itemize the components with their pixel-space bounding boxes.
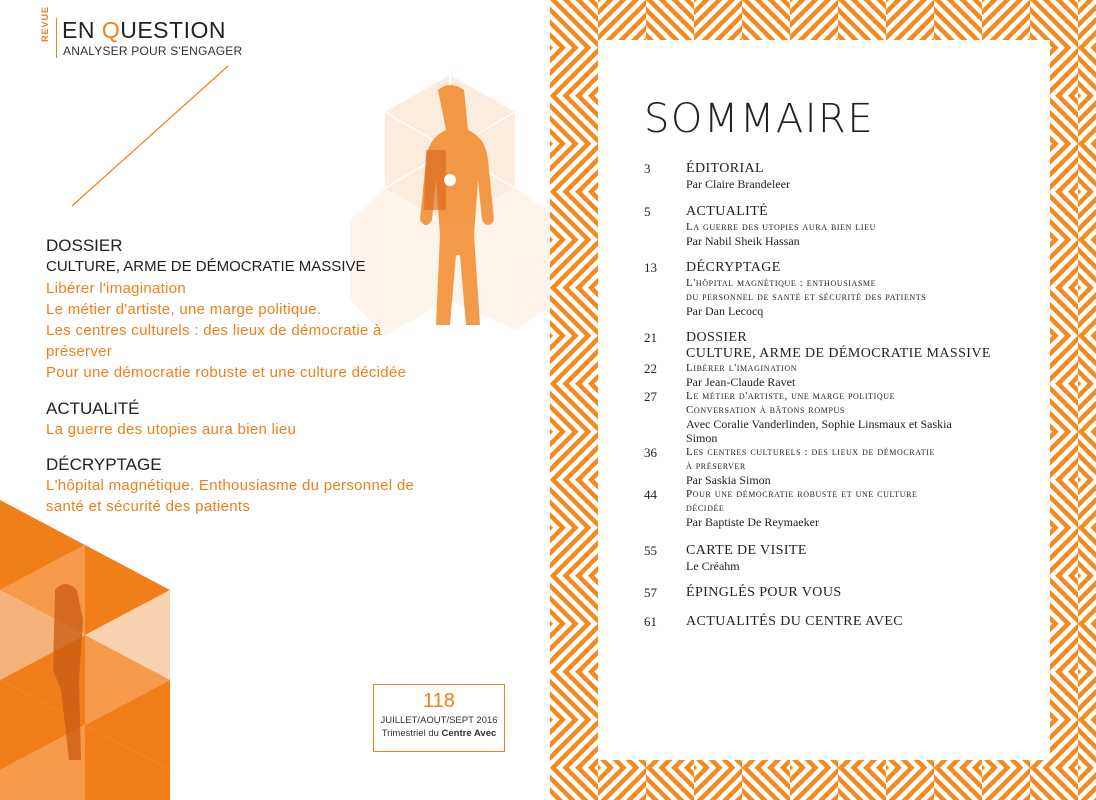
toc-article-title: décidée: [686, 502, 725, 514]
magazine-title: EN QUESTION: [62, 17, 226, 43]
toc-article-title: L'hôpital magnétique : enthousiasme: [686, 277, 877, 289]
toc-page-number: 3: [644, 161, 651, 176]
toc-page-number: 57: [644, 585, 657, 600]
toc-page-number: 61: [644, 614, 657, 629]
actualite-label: ACTUALITÉ: [46, 399, 140, 418]
toc-heading: CARTE DE VISITE: [686, 543, 807, 558]
toc-page-number: 5: [644, 204, 651, 219]
issue-number: 118: [423, 690, 455, 712]
revue-label: REVUE: [40, 5, 50, 42]
toc-page-number: 21: [644, 330, 657, 345]
toc-author: Par Baptiste De Reymaeker: [686, 515, 819, 529]
hexagon-triangles-artwork: [0, 500, 180, 800]
toc-author: Par Claire Brandeleer: [686, 177, 790, 191]
issue-publisher: Trimestriel du Centre Avec: [381, 728, 497, 739]
decryptage-item: L'hôpital magnétique. Enthousiasme du personnel de: [46, 477, 415, 494]
magazine-tagline: ANALYSER POUR S'ENGAGER: [63, 44, 243, 58]
toc-heading: ÉDITORIAL: [686, 161, 764, 176]
toc-page-number: 55: [644, 543, 657, 558]
toc-heading: ACTUALITÉ: [686, 204, 769, 219]
toc-article-title: Le métier d'artiste, une marge politique: [686, 390, 896, 402]
toc-article-title: Les centres culturels : des lieux de démocratie: [686, 446, 935, 458]
dossier-title: CULTURE, ARME DE DÉMOCRATIE MASSIVE: [46, 258, 366, 275]
toc-heading: CULTURE, ARME DE DÉMOCRATIE MASSIVE: [686, 346, 991, 361]
decryptage-item: santé et sécurité des patients: [46, 498, 251, 515]
dossier-item: Libérer l'imagination: [46, 280, 187, 297]
toc-heading: DOSSIER: [686, 330, 748, 345]
dossier-item: préserver: [46, 343, 113, 360]
toc-article-title: Conversation à bâtons rompus: [686, 404, 845, 416]
dossier-item: Le métier d'artiste, une marge politique.: [46, 301, 322, 318]
toc-page-number: 22: [644, 361, 657, 376]
issue-date: JUILLET/AOUT/SEPT 2016: [380, 715, 498, 726]
toc-author: Par Dan Lecocq: [686, 304, 764, 318]
toc-page-number: 44: [644, 487, 657, 502]
toc-author: Par Nabil Sheik Hassan: [686, 234, 800, 248]
actualite-item: La guerre des utopies aura bien lieu: [46, 421, 297, 438]
toc-article-title: Libérer l'imagination: [686, 362, 798, 374]
dossier-item: Pour une démocratie robuste et une culture décidée: [46, 364, 407, 381]
table-of-contents-page: [550, 0, 1096, 800]
body-figure-illustration: [330, 60, 550, 340]
sommaire-title: SOMMAIRE: [644, 96, 875, 142]
toc-heading: ÉPINGLÉS POUR VOUS: [686, 585, 842, 600]
toc-author: Par Saskia Simon: [686, 473, 771, 487]
dossier-item: Les centres culturels : des lieux de démocratie à: [46, 322, 382, 339]
contents-panel: [598, 40, 1050, 760]
toc-heading: ACTUALITÉS DU CENTRE AVEC: [686, 614, 904, 629]
toc-article-title: La guerre des utopies aura bien lieu: [686, 221, 877, 233]
decryptage-label: DÉCRYPTAGE: [46, 455, 162, 474]
toc-author: Avec Coralie Vanderlinden, Sophie Linsmaux et Saskia: [686, 417, 952, 431]
toc-page-number: 36: [644, 445, 657, 460]
issue-box: [373, 684, 505, 752]
toc-article-title: Pour une démocratie robuste et une culture: [686, 488, 918, 500]
toc-article-title: à préserver: [686, 460, 746, 472]
dossier-label: DOSSIER: [46, 236, 123, 255]
toc-author: Simon: [686, 431, 718, 445]
toc-author: Le Créahm: [686, 559, 740, 573]
toc-article-title: du personnel de santé et sécurité des patients: [686, 291, 927, 303]
toc-author: Par Jean-Claude Ravet: [686, 375, 796, 389]
toc-page-number: 27: [644, 389, 657, 404]
toc-heading: DÉCRYPTAGE: [686, 260, 781, 275]
toc-page-number: 13: [644, 260, 657, 275]
